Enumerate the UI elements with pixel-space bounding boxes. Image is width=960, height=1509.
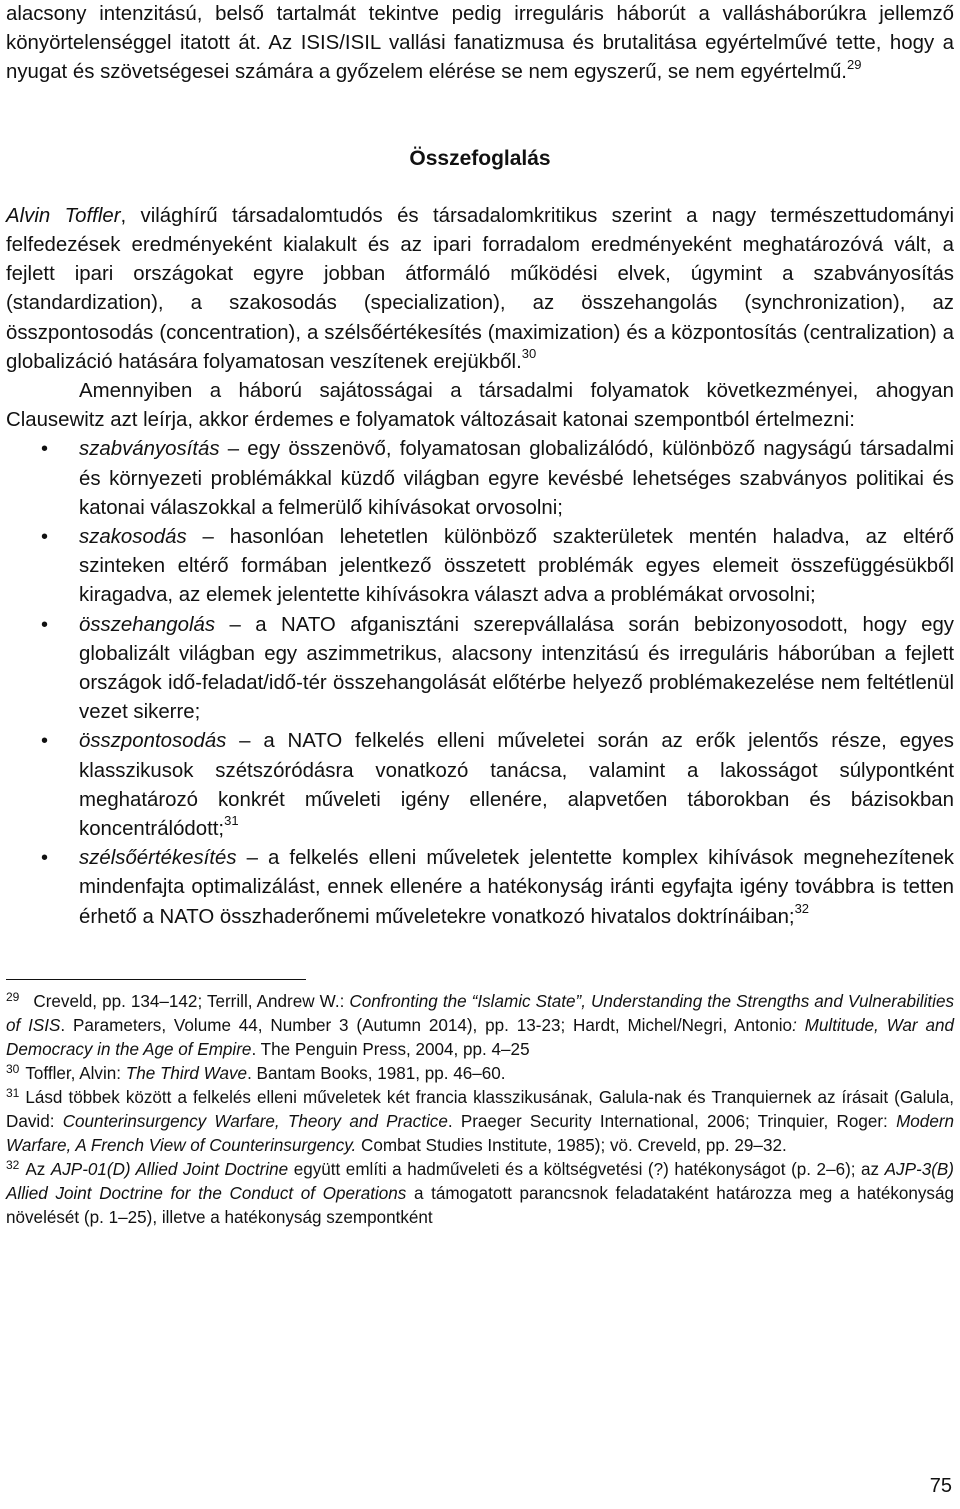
footnote-divider xyxy=(6,979,306,981)
footnote-ref-30[interactable]: 30 xyxy=(521,346,537,362)
list-item-term: összpontosodás xyxy=(79,730,227,753)
footnote-number: 31 xyxy=(6,1085,20,1100)
section-heading: Összefoglalás xyxy=(409,146,551,170)
footnote-number: 30 xyxy=(6,1061,20,1076)
footnote-ref-31[interactable]: 31 xyxy=(224,813,239,829)
footnote-title: Modern Warfare, A French View of Counterinsurgency. xyxy=(6,1112,955,1156)
footnote-title: Counterinsurgency Warfare, Theory and Practice xyxy=(62,1112,448,1132)
list-item-text: – a NATO afganisztáni szerepvállalása során bebizonyosodott, hogy egy globalizált világban egy aszimmetrikus, alacsony intenzitású és irreguláris háborúban a fejlett országok idő-feladat/idő-tér összehangolását előtérbe helyező problémakezelése nem feltétlenül vezet sikerre; xyxy=(79,613,954,724)
footnote-ref-32[interactable]: 32 xyxy=(794,900,810,916)
footnote-number: 29 xyxy=(6,989,20,1004)
bullet-list xyxy=(6,435,954,931)
footnote-text: a támogatott parancsnok feladataként határozza meg a hatékonyság növelését (p. 1–25), illetve a hatékonyság szempontként xyxy=(6,1184,954,1228)
footnote-text: . The Penguin Press, 2004, pp. 4–25 xyxy=(251,1040,530,1060)
footnote-29 xyxy=(6,990,954,1062)
bullet-icon: • xyxy=(41,730,49,753)
list-item-term: szélsőértékesítés xyxy=(79,847,237,870)
list-item-text: – egy összenövő, folyamatosan globalizálódó, különböző nagyságú társadalmi és környezeti problémákkal küzdő világban egyre kevésbé lehetséges szabványos politikai és katonai válaszokkal a felmerülő kihívásokat orvosolni; xyxy=(79,438,954,519)
intro-paragraph-text: alacsony intenzitású, belső tartalmát tekintve pedig irreguláris háborút a vallásháborúkra jellemző könyörtelenséggel itatott át. Az ISIS/ISIL vallási fanatizmusa és brutalitása egyértelművé tette, hogy a nyugat és szövetségesei számára a győzelem elérése se nem egyszerű, se nem egyértelmű. xyxy=(6,3,954,84)
footnote-31 xyxy=(6,1086,954,1158)
list-item xyxy=(6,523,954,611)
footnote-30 xyxy=(6,1062,954,1086)
list-item-term: szakosodás xyxy=(79,526,187,549)
list-item xyxy=(6,844,954,932)
list-item-text: – hasonlóan lehetetlen különböző szakterületek mentén haladva, az eltérő szinteken eltérő formában jelentkező összetett problémák egyes elemeit összefüggésükből kiragadva, az elemek jelentette kihívásokra választ adva a problémákat orvosolni; xyxy=(79,526,954,607)
footnote-text: Lásd többek között a felkelés elleni műveletek két francia klasszikusának, Galula-nak és Tranquiernek az írásait (Galula, David: xyxy=(6,1088,954,1132)
list-item xyxy=(6,435,954,523)
summary-paragraph-1 xyxy=(6,202,954,377)
footnote-title: The Third Wave xyxy=(125,1064,248,1084)
list-item-term: szabványosítás xyxy=(79,438,220,461)
page-number: 75 xyxy=(929,1475,952,1497)
footnote-text: . Praeger Security International, 2006; Trinquier, Roger: xyxy=(447,1112,897,1132)
footnote-text: Combat Studies Institute, 1985); vö. Creveld, pp. 29–32. xyxy=(356,1136,787,1156)
footnote-ref-29[interactable]: 29 xyxy=(846,56,862,72)
footnote-text: Az xyxy=(25,1160,51,1180)
summary-paragraph-2: Amennyiben a háború sajátosságai a társadalmi folyamatok következményei, ahogyan Clausewitz azt leírja, akkor érdemes e folyamatok változásait katonai szempontból értelmezni: xyxy=(6,380,954,432)
bullet-icon: • xyxy=(41,613,49,636)
list-item-text: – a NATO felkelés elleni műveletei során az erők jelentős része, egyes klasszikusok szétszóródásra vonatkozó tanácsa, valamint a lakosságot súlypontként meghatározó konkrét műveleti igény ellenére, alapvetően táborokban és bázisokban koncentrálódott; xyxy=(79,730,954,841)
footnote-text: Creveld, pp. 134–142; Terrill, Andrew W.: xyxy=(33,992,350,1012)
list-item-term: összehangolás xyxy=(79,613,216,636)
document-page xyxy=(6,0,954,1230)
list-item xyxy=(6,727,954,844)
footnote-title: : Multitude, War and Democracy in the Age of Empire xyxy=(6,1016,954,1060)
intro-paragraph xyxy=(6,0,954,88)
bullet-icon: • xyxy=(41,847,49,870)
author-name: Alvin Toffler xyxy=(6,204,121,227)
footnote-title: Confronting the “Islamic State”, Understanding the Strengths and Vulnerabilities of ISIS xyxy=(6,992,954,1036)
footnote-title: AJP-01(D) Allied Joint Doctrine xyxy=(50,1160,289,1180)
bullet-icon: • xyxy=(41,438,49,461)
footnote-text: . Bantam Books, 1981, pp. 46–60. xyxy=(247,1064,506,1084)
bullet-icon: • xyxy=(41,526,49,549)
body-text xyxy=(6,0,954,932)
footnote-number: 32 xyxy=(6,1157,20,1172)
footnote-text: Toffler, Alvin: xyxy=(25,1064,126,1084)
footnote-text: . Parameters, Volume 44, Number 3 (Autumn 2014), pp. 13-23; Hardt, Michel/Negri, Antonio xyxy=(60,1016,793,1036)
footnotes xyxy=(6,990,954,1230)
list-item-text: – a felkelés elleni műveletek jelentette komplex kihívások megnehezítenek mindenfajta optimalizálást, ennek ellenére a hatékonyság iránti egyfajta igény továbbra is tetten érhető a NATO összhaderőnemi műveletekre vonatkozó hivatalos doktrínáiban; xyxy=(79,847,954,928)
summary-paragraph-1-text: , világhírű társadalomtudós és társadalomkritikus szerint a nagy természettudományi felfedezések eredményeként kialakult és az ipari forradalom eredményeként meghatározóvá vált, a fejlett ipari országokat egyre jobban átformáló működési elvek, úgymint a szabványosítás (standardization), a szakosodás (specialization), az összehangolás (synchronization), az összpontosodás (concentration), a szélsőértékesítés (maximization) és a központosítás (centralization) a globalizáció hatására folyamatosan veszítenek erejükből. xyxy=(6,204,954,373)
list-item xyxy=(6,611,954,728)
footnote-text: együtt említi a hadműveleti és a költségvetési (?) hatékonyságot (p. 2–6); az xyxy=(288,1160,885,1180)
footnote-title: AJP-3(B) Allied Joint Doctrine for the Conduct of Operations xyxy=(6,1160,954,1204)
footnote-32 xyxy=(6,1158,954,1230)
